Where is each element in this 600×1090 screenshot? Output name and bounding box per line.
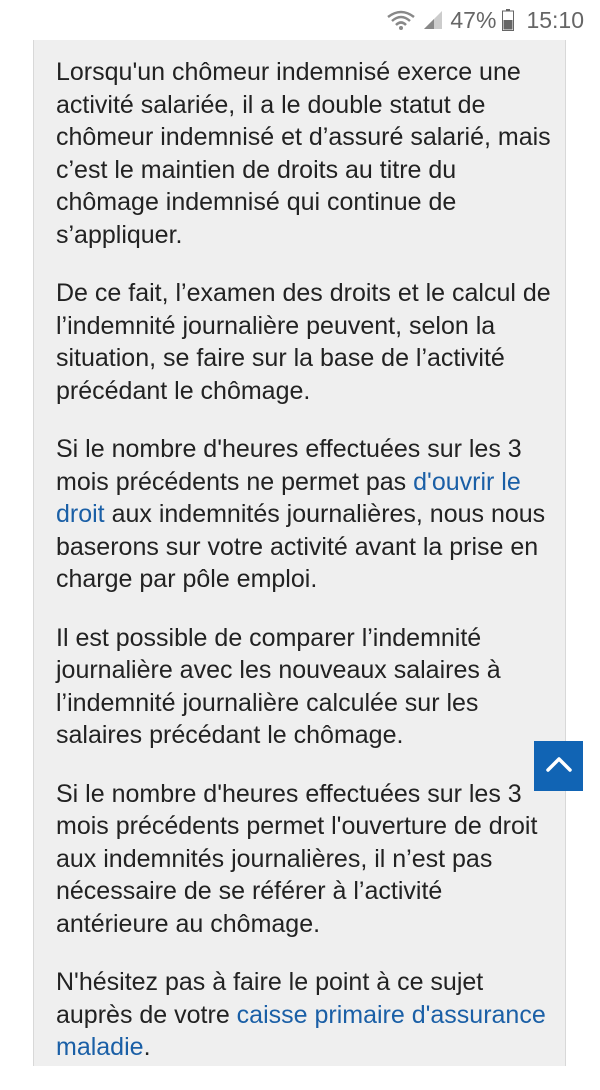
caisse-primaire-link[interactable]: caisse primaire d'assurance maladie [56,1000,546,1061]
article-body [56,56,556,1090]
chevron-up-icon [545,755,573,778]
signal-icon [422,9,444,31]
content-panel [33,40,566,1066]
paragraph-4: Il est possible de comparer l’indemnité journalière avec les nouveaux salaires à l’indemnité journalière calculée sur les salaires précédant le chômage. [56,623,501,749]
paragraph-6-text-b: . [143,1033,151,1061]
paragraph-3 [56,433,556,596]
paragraph-1: Lorsqu'un chômeur indemnisé exerce une activité salariée, il a le double statut de chômeur indemnisé et d’assuré salarié, mais c’est le maintien de droits au titre du chômage indemnisé qui continue de s’appliquer. [56,58,551,249]
paragraph-3-text-b: aux indemnités journalières, nous nous baserons sur votre activité avant la prise en charge par pôle emploi. [56,500,546,593]
battery-icon [502,9,514,31]
ouvrir-le-droit-link[interactable]: d'ouvrir le droit [56,467,521,528]
wifi-icon [386,9,416,31]
paragraph-6-text-a: N'hésitez pas à faire le point à ce sujet auprès de votre [56,968,484,1029]
clock: 15:10 [526,6,584,33]
paragraph-6 [56,966,556,1064]
battery-percent: 47% [450,6,497,33]
paragraph-5: Si le nombre d'heures effectuées sur les 3 mois précédents permet l'ouverture de droit aux indemnités journalières, il n’est pas nécessaire de se référer à l’activité antérieure au chômage. [56,779,538,938]
status-bar [0,0,600,40]
paragraph-3-text-a: Si le nombre d'heures effectuées sur les 3 mois précédents ne permet pas [56,435,522,496]
paragraph-2: De ce fait, l’examen des droits et le calcul de l’indemnité journalière peuvent, selon la situation, se faire sur la base de l’activité précédant le chômage. [56,279,551,405]
back-to-top-button[interactable] [534,741,583,791]
